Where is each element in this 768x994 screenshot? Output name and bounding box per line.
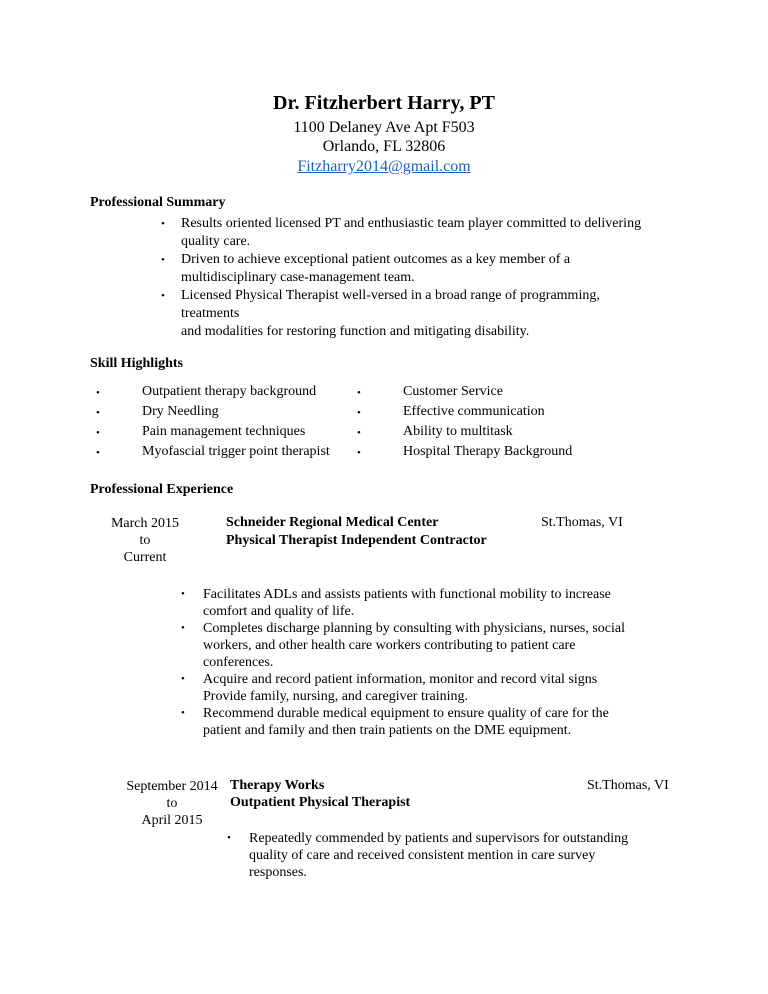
bullet-icon: •	[161, 254, 165, 266]
skill-item: Effective communication	[403, 404, 545, 419]
bullet-icon: •	[96, 427, 100, 439]
skill-item: Ability to multitask	[403, 424, 513, 439]
bullet-icon: •	[181, 622, 185, 634]
job-1-bullet-2	[181, 620, 661, 671]
job-1-bullet-2-line-3: conferences.	[203, 655, 274, 670]
summary-bullet-2	[181, 251, 570, 287]
job-1-bullet-1-line-1: Facilitates ADLs and assists patients with functional mobility to increase	[203, 587, 611, 602]
job-2-title: Outpatient Physical Therapist	[230, 795, 411, 810]
summary-bullet-1-line-1: Results oriented licensed PT and enthusiastic team player committed to delivering	[181, 216, 642, 231]
summary-bullet-1-line-2: quality care.	[181, 234, 251, 249]
job-2-bullet-1-line-2: quality of care and received consistent mention in care survey	[249, 848, 596, 863]
job-2-bullet-list	[227, 830, 687, 881]
candidate-name: Dr. Fitzherbert Harry, PT	[273, 92, 495, 114]
summary-bullet-3	[181, 287, 600, 341]
bullet-icon: •	[161, 290, 165, 302]
job-1-bullet-4-line-2: patient and family and then train patients on the DME equipment.	[203, 723, 572, 738]
job-1-location: St.Thomas, VI	[541, 515, 623, 530]
job-1-employer: Schneider Regional Medical Center	[226, 515, 439, 530]
job-1-bullet-2-line-2: workers, and other health care workers contributing to patient care	[203, 638, 576, 653]
summary-bullet-2-line-2: multidisciplinary case-management team.	[181, 270, 415, 285]
skill-item: Customer Service	[403, 384, 503, 399]
skill-item: Hospital Therapy Background	[403, 444, 573, 459]
summary-bullet-3-line-2: treatments	[181, 306, 240, 321]
bullet-icon: •	[181, 707, 185, 719]
job-1-bullet-3-line-2: Provide family, nursing, and caregiver training.	[203, 689, 469, 704]
job-1-bullet-list	[181, 586, 661, 739]
email-link[interactable]: Fitzharry2014@gmail.com	[297, 158, 471, 175]
job-2-bullet-1	[227, 830, 687, 881]
bullet-icon: •	[181, 588, 185, 600]
job-2-employer: Therapy Works	[230, 778, 325, 793]
bullet-icon: •	[181, 673, 185, 685]
bullet-icon: •	[357, 407, 361, 419]
bullet-icon: •	[161, 218, 165, 230]
bullet-icon: •	[96, 407, 100, 419]
job-1-date-separator: to	[139, 533, 151, 548]
job-2-bullet-1-line-3: responses.	[249, 865, 307, 880]
skill-item: Pain management techniques	[142, 424, 306, 439]
job-1-end-date: Current	[123, 550, 167, 565]
job-2-dates	[118, 778, 226, 829]
job-1-bullet-1	[181, 586, 661, 620]
bullet-icon: •	[357, 427, 361, 439]
address-line-1: 1100 Delaney Ave Apt F503	[293, 119, 475, 136]
skill-item: Myofascial trigger point therapist	[142, 444, 330, 459]
skill-item: Outpatient therapy background	[142, 384, 317, 399]
job-1-bullet-3	[181, 671, 661, 705]
job-2-location: St.Thomas, VI	[587, 778, 669, 793]
bullet-icon: •	[357, 447, 361, 459]
bullet-icon: •	[227, 832, 231, 844]
job-1-title: Physical Therapist Independent Contractor	[226, 533, 487, 548]
job-1-bullet-3-line-1: Acquire and record patient information, monitor and record vital signs	[203, 672, 598, 687]
summary-bullet-2-line-1: Driven to achieve exceptional patient outcomes as a key member of a	[181, 252, 571, 267]
job-1-bullet-2-line-1: Completes discharge planning by consulting with physicians, nurses, social	[203, 621, 626, 636]
summary-heading: Professional Summary	[90, 195, 226, 210]
job-1-bullet-4-line-1: Recommend durable medical equipment to ensure quality of care for the	[203, 706, 609, 721]
job-1-start-date: March 2015	[110, 516, 180, 531]
experience-heading: Professional Experience	[90, 482, 234, 497]
summary-bullet-1	[181, 215, 641, 251]
address-line-2: Orlando, FL 32806	[322, 138, 446, 155]
bullet-icon: •	[96, 447, 100, 459]
skill-item: Dry Needling	[142, 404, 219, 419]
summary-bullet-3-line-1: Licensed Physical Therapist well-versed in a broad range of programming,	[181, 288, 600, 303]
bullet-icon: •	[96, 387, 100, 399]
job-2-date-separator: to	[166, 796, 178, 811]
job-2-start-date: September 2014	[126, 779, 218, 794]
skills-heading: Skill Highlights	[90, 356, 183, 371]
job-1-dates	[100, 515, 190, 566]
bullet-icon: •	[357, 387, 361, 399]
job-1-bullet-4	[181, 705, 661, 739]
job-1-bullet-1-line-2: comfort and quality of life.	[203, 604, 355, 619]
job-2-bullet-1-line-1: Repeatedly commended by patients and supervisors for outstanding	[249, 831, 629, 846]
job-2-end-date: April 2015	[141, 813, 203, 828]
summary-bullet-3-line-3: and modalities for restoring function and mitigating disability.	[181, 324, 530, 339]
